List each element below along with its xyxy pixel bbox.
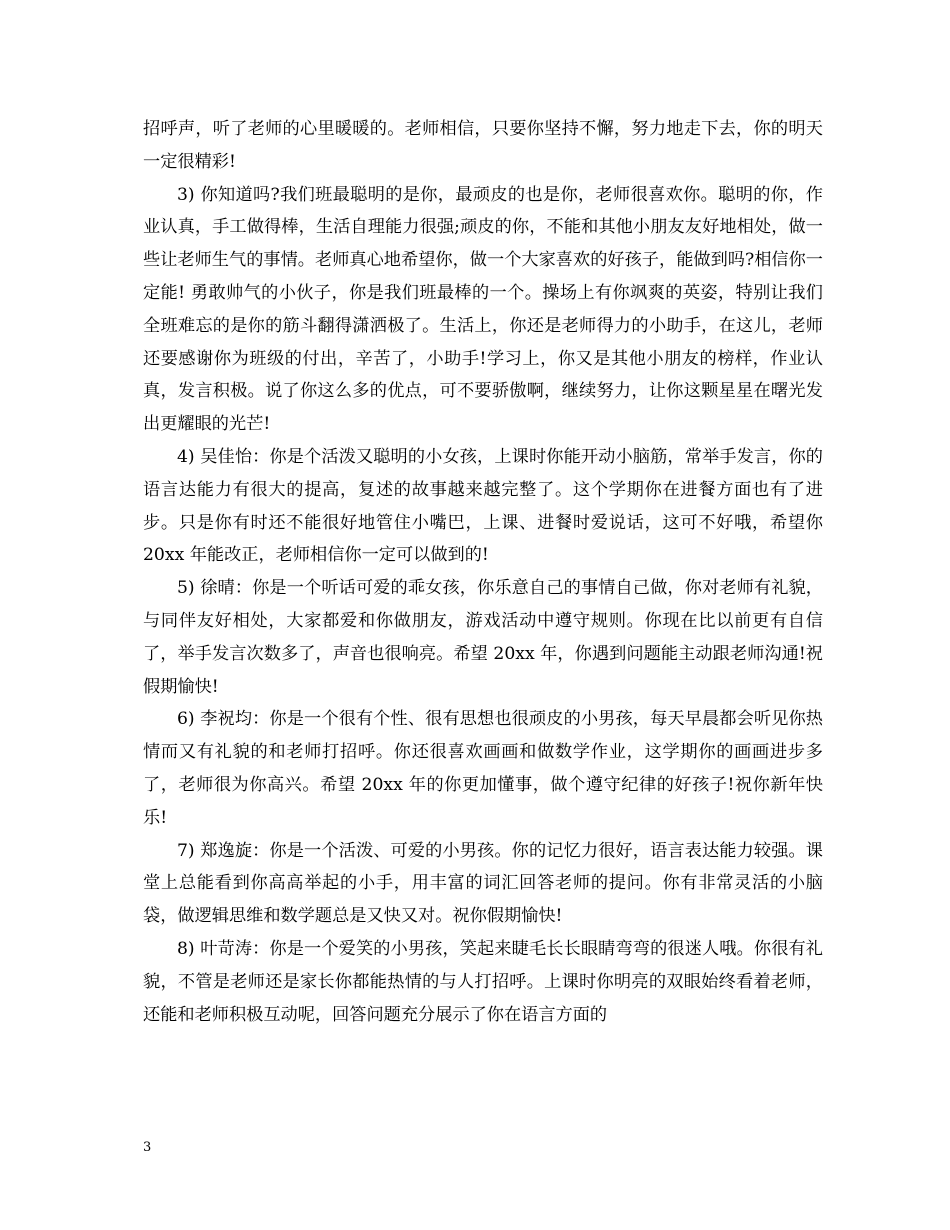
paragraph-1: 招呼声，听了老师的心里暖暖的。老师相信，只要你坚持不懈，努力地走下去，你的明天一定很精彩! — [143, 119, 823, 172]
page-number: 3 — [143, 1140, 152, 1155]
paragraph-4: 5) 徐晴：你是一个听话可爱的乖女孩，你乐意自己的事情自己做，你对老师有礼貌，与同伴友好相处，大家都爱和你做朋友，游戏活动中遵守规则。你现在比以前更有自信了，举手发言次数多了，声音也很响亮。希望 20xx 年，你遇到问题能主动跟老师沟通!祝假期愉快! — [143, 578, 823, 697]
paragraph-5: 6) 李祝均：你是一个很有个性、很有思想也很顽皮的小男孩，每天早晨都会听见你热情而又有礼貌的和老师打招呼。你还很喜欢画画和做数学作业，这学期你的画画进步多了，老师很为你高兴。希望 20xx 年的你更加懂事，做个遵守纪律的好孩子!祝你新年快乐! — [143, 709, 823, 828]
document-body — [143, 113, 823, 1031]
paragraph-6: 7) 郑逸旋：你是一个活泼、可爱的小男孩。你的记忆力很好，语言表达能力较强。课堂上总能看到你高高举起的小手，用丰富的词汇回答老师的提问。你有非常灵活的小脑袋，做逻辑思维和数学题总是又快又对。祝你假期愉快! — [143, 840, 823, 927]
paragraph-2: 3) 你知道吗?我们班最聪明的是你，最顽皮的也是你，老师很喜欢你。聪明的你，作业认真，手工做得棒，生活自理能力很强;顽皮的你，不能和其他小朋友友好地相处，做一些让老师生气的事情。老师真心地希望你，做一个大家喜欢的好孩子，能做到吗?相信你一定能! 勇敢帅气的小伙子，你是我们班最棒的一个。操场上有你飒爽的英姿，特别让我们全班难忘的是你的筋斗翻得潇洒极了。生活上，你还是老师得力的小助手，在这儿，老师还要感谢你为班级的付出，辛苦了，小助手!学习上，你又是其他小朋友的榜样，作业认真，发言积极。说了你这么多的优点，可不要骄傲啊，继续努力，让你这颗星星在曙光发出更耀眼的光芒! — [143, 184, 823, 435]
paragraph-7: 8) 叶苛涛：你是一个爱笑的小男孩，笑起来睫毛长长眼睛弯弯的很迷人哦。你很有礼貌，不管是老师还是家长你都能热情的与人打招呼。上课时你明亮的双眼始终看着老师，还能和老师积极互动呢，回答问题充分展示了你在语言方面的 — [143, 938, 823, 1025]
paragraph-3: 4) 吴佳怡：你是个活泼又聪明的小女孩，上课时你能开动小脑筋，常举手发言，你的语言达能力有很大的提高，复述的故事越来越完整了。这个学期你在进餐方面也有了进步。只是你有时还不能很好地管住小嘴巴，上课、进餐时爱说话，这可不好哦，希望你 20xx 年能改正，老师相信你一定可以做到的! — [143, 446, 823, 566]
